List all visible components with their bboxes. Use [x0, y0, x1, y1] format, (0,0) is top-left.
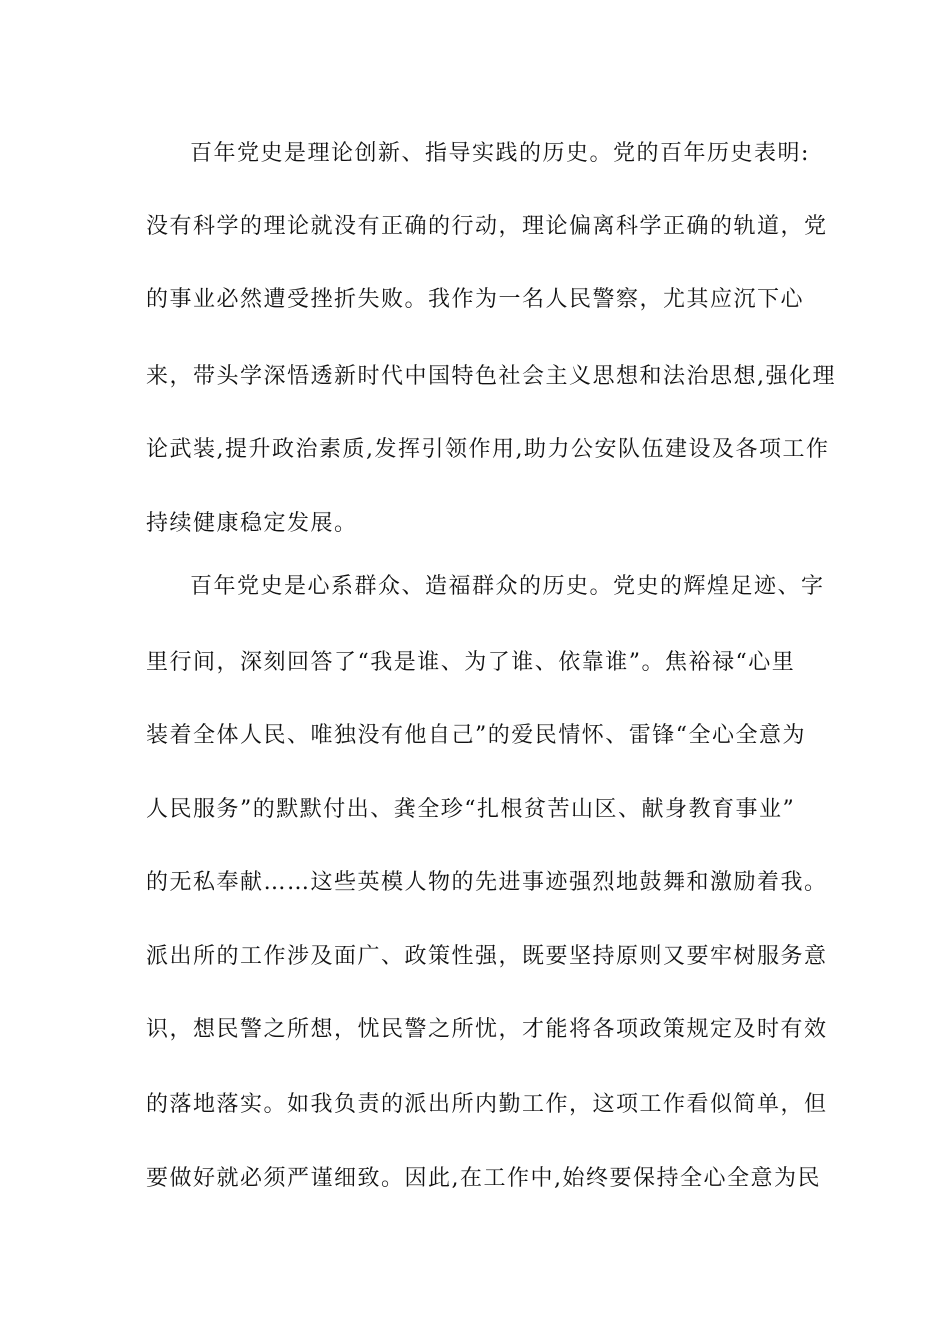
paragraph-line: 识，想民警之所想，忧民警之所忧，才能将各项政策规定及时有效	[146, 1017, 828, 1042]
paragraph-line: 装着全体人民、唯独没有他自己”的爱民情怀、雷锋“全心全意为	[146, 723, 806, 748]
paragraph-line: 人民服务”的默默付出、龚全珍“扎根贫苦山区、献身教育事业”	[146, 797, 796, 822]
paragraph-line: 派出所的工作涉及面广、政策性强，既要坚持原则又要牢树服务意	[146, 944, 828, 969]
paragraph-line: 论武装,提升政治素质,发挥引领作用,助力公安队伍建设及各项工作	[146, 437, 830, 462]
paragraph-line: 要做好就必须严谨细致。因此,在工作中,始终要保持全心全意为民	[146, 1166, 821, 1191]
paragraph-line: 百年党史是心系群众、造福群众的历史。党史的辉煌足迹、字	[190, 574, 825, 599]
paragraph-line: 持续健康稳定发展。	[146, 511, 358, 536]
paragraph-line: 百年党史是理论创新、指导实践的历史。党的百年历史表明:	[190, 141, 810, 166]
paragraph-line: 里行间，深刻回答了“我是谁、为了谁、依靠谁”。焦裕禄“心里	[146, 650, 796, 675]
paragraph-line: 的事业必然遭受挫折失败。我作为一名人民警察，尤其应沉下心	[146, 287, 805, 312]
paragraph-line: 没有科学的理论就没有正确的行动，理论偏离科学正确的轨道，党	[146, 214, 828, 239]
paragraph-line: 来，带头学深悟透新时代中国特色社会主义思想和法治思想,强化理	[146, 364, 836, 389]
paragraph-line: 的无私奉献……这些英模人物的先进事迹强烈地鼓舞和激励着我。	[146, 870, 828, 895]
paragraph-line: 的落地落实。如我负责的派出所内勤工作，这项工作看似简单，但	[146, 1092, 828, 1117]
